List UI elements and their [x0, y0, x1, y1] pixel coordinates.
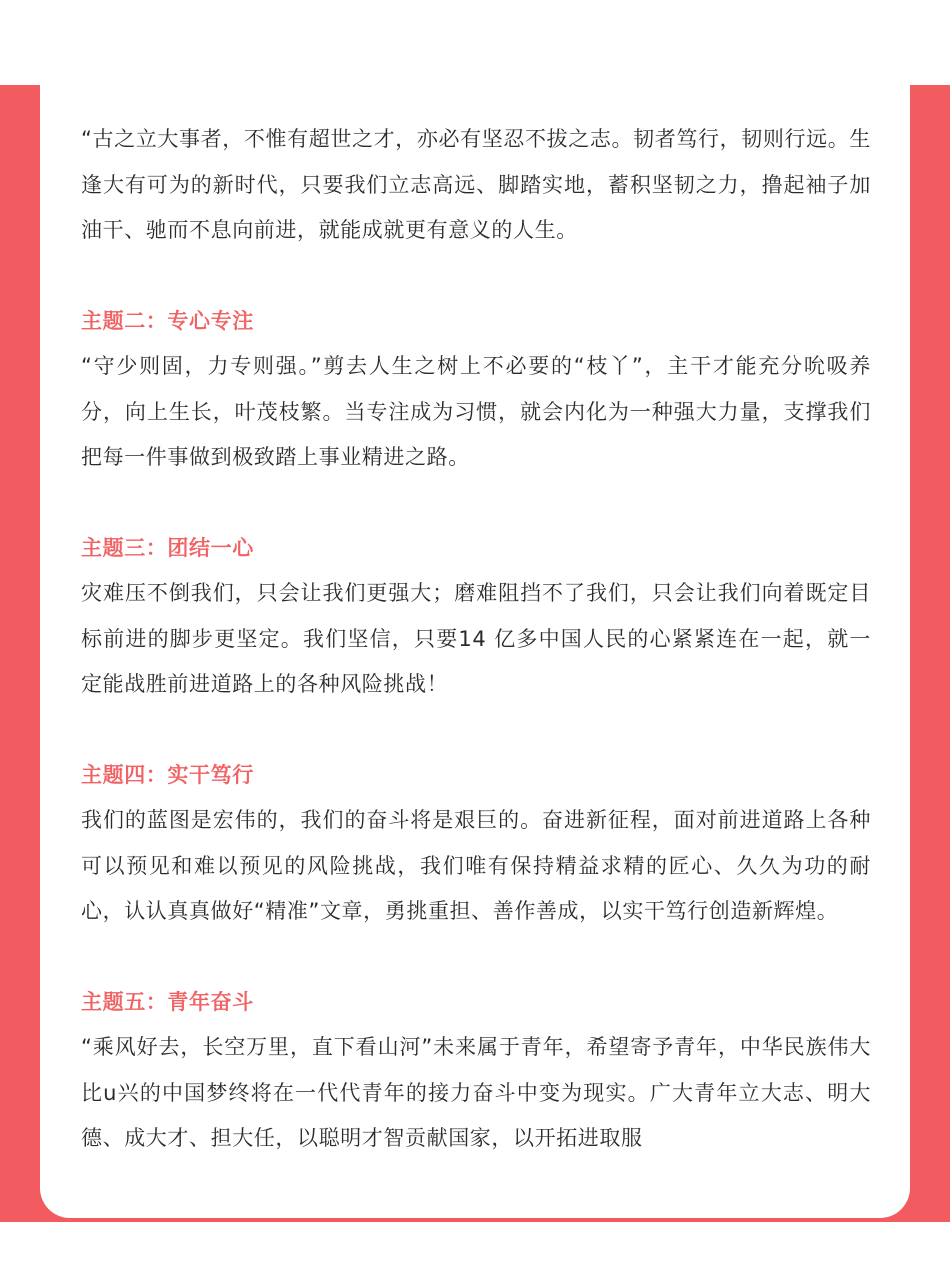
section-theme-2	[81, 299, 871, 481]
section-theme-5	[81, 980, 871, 1162]
section-paragraph: “守少则固，力专则强。”剪去人生之树上不必要的“枝丫”，主干才能充分吮吸养分，向上生长，叶茂枝繁。当专注成为习惯，就会内化为一种强大力量，支撑我们把每一件事做到极致踏上事业精进之路。	[81, 354, 871, 469]
section-paragraph: 我们的蓝图是宏伟的，我们的奋斗将是艰巨的。奋进新征程，面对前进道路上各种可以预见和难以预见的风险挑战，我们唯有保持精益求精的匠心、久久为功的耐心，认认真真做好“精准”文章，勇挑重担、善作善成，以实干笃行创造新辉煌。	[81, 808, 871, 923]
section-heading: 主题三：团结一心	[81, 535, 254, 560]
section-paragraph: 灾难压不倒我们，只会让我们更强大；磨难阻挡不了我们，只会让我们向着既定目标前进的脚步更坚定。我们坚信，只要14 亿多中国人民的心紧紧连在一起，就一定能战胜前进道路上的各种风险挑战！	[81, 581, 871, 696]
section-theme-4	[81, 753, 871, 935]
content-card	[40, 85, 910, 1218]
section-heading: 主题五：青年奋斗	[81, 989, 254, 1014]
article-body	[81, 117, 871, 1162]
section-theme-3	[81, 526, 871, 708]
bottom-margin	[0, 1222, 950, 1267]
section-paragraph: “乘风好去，长空万里，直下看山河”未来属于青年，希望寄予青年，中华民族伟大比u兴的中国梦终将在一代代青年的接力奋斗中变为现实。广大青年立大志、明大德、成大才、担大任，以聪明才智贡献国家，以开拓进取服	[81, 1035, 871, 1150]
section-heading: 主题二：专心专注	[81, 308, 254, 333]
section-heading: 主题四：实干笃行	[81, 762, 254, 787]
top-margin	[0, 0, 950, 85]
intro-paragraph: “古之立大事者，不惟有超世之才，亦必有坚忍不拔之志。韧者笃行，韧则行远。生逢大有可为的新时代，只要我们立志高远、脚踏实地，蓄积坚韧之力，撸起袖子加油干、驰而不息向前进，就能成就更有意义的人生。	[81, 127, 871, 242]
